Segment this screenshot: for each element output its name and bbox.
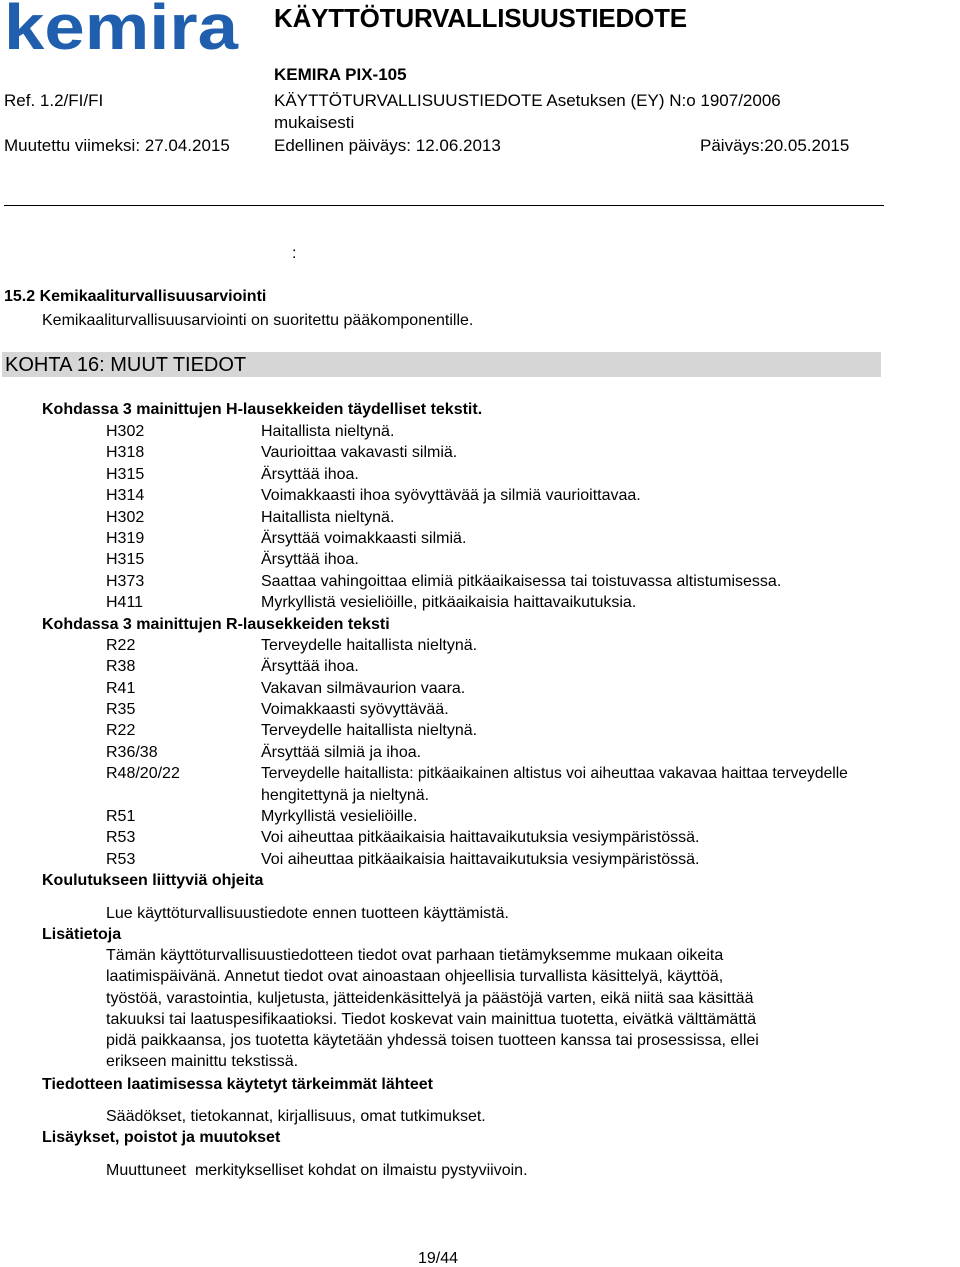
r-code: R48/20/22 bbox=[106, 765, 180, 782]
header-divider bbox=[4, 205, 884, 206]
info-line: Tämän käyttöturvallisuustiedotteen tiedot ovat parhaan tietämyksemme mukaan oikeita bbox=[106, 947, 724, 964]
logo-text: kemira bbox=[4, 2, 239, 56]
section-15-2-text: Kemikaaliturvallisuusarviointi on suoritettu pääkomponentille. bbox=[42, 312, 474, 329]
info-line: työstöä, varastointia, kuljetusta, jätteidenkäsittelyä ja päästöjä varten, eikä niitä saa käsittää bbox=[106, 989, 754, 1007]
r-statements-heading: Kohdassa 3 mainittujen R-lausekkeiden teksti bbox=[42, 616, 390, 633]
training-heading: Koulutukseen liittyviä ohjeita bbox=[42, 872, 264, 889]
regulation-line-1: KÄYTTÖTURVALLISUUSTIEDOTE Asetuksen (EY) N:o 1907/2006 bbox=[274, 91, 781, 110]
r-code: R38 bbox=[106, 658, 136, 675]
info-line: takuuksi tai laatuspesifikaatioksi. Tiedot koskevat vain mainittua tuotetta, eivätkä välttämättä bbox=[106, 1010, 757, 1028]
r-code: R53 bbox=[106, 851, 136, 868]
r-text: Ärsyttää ihoa. bbox=[261, 658, 359, 675]
r-code: R22 bbox=[106, 722, 136, 739]
r-text: Terveydelle haitallista: pitkäaikainen altistus voi aiheuttaa vakavaa haittaa terveydelle bbox=[261, 765, 848, 782]
h-text: Vaurioittaa vakavasti silmiä. bbox=[261, 444, 458, 461]
r-text: Voi aiheuttaa pitkäaikaisia haittavaikutuksia vesiympäristössä. bbox=[261, 851, 700, 868]
modified-date: Muutettu viimeksi: 27.04.2015 bbox=[4, 136, 230, 155]
issue-date: Päiväys:20.05.2015 bbox=[700, 136, 850, 155]
training-text: Lue käyttöturvallisuustiedote ennen tuotteen käyttämistä. bbox=[106, 905, 509, 922]
regulation-line-2: mukaisesti bbox=[274, 113, 355, 132]
sources-heading: Tiedotteen laatimisessa käytetyt tärkeimmät lähteet bbox=[42, 1076, 433, 1093]
previous-date: Edellinen päiväys: 12.06.2013 bbox=[274, 136, 501, 155]
h-text: Saattaa vahingoittaa elimiä pitkäaikaisessa tai toistuvassa altistumisessa. bbox=[261, 573, 782, 590]
r-code: R22 bbox=[106, 637, 136, 654]
r-code: R35 bbox=[106, 701, 136, 718]
r-text: Myrkyllistä vesieliöille. bbox=[261, 808, 418, 825]
r-text: Terveydelle haitallista nieltynä. bbox=[261, 722, 478, 739]
reference: Ref. 1.2/FI/FI bbox=[4, 91, 104, 110]
h-code: H314 bbox=[106, 487, 145, 504]
h-code: H302 bbox=[106, 509, 145, 526]
h-text: Haitallista nieltynä. bbox=[261, 509, 395, 526]
document-title: KÄYTTÖTURVALLISUUSTIEDOTE bbox=[274, 3, 687, 33]
h-code: H373 bbox=[106, 573, 145, 590]
r-code: R36/38 bbox=[106, 744, 158, 761]
r-code: R41 bbox=[106, 680, 136, 697]
h-code: H315 bbox=[106, 466, 145, 483]
r-text: Voi aiheuttaa pitkäaikaisia haittavaikutuksia vesiympäristössä. bbox=[261, 829, 700, 846]
r-code: R53 bbox=[106, 829, 136, 846]
changes-heading: Lisäykset, poistot ja muutokset bbox=[42, 1129, 281, 1146]
sources-text: Säädökset, tietokannat, kirjallisuus, omat tutkimukset. bbox=[106, 1108, 486, 1125]
r-text: Terveydelle haitallista nieltynä. bbox=[261, 637, 478, 654]
r-text: Vakavan silmävaurion vaara. bbox=[261, 680, 466, 697]
r-text: Voimakkaasti syövyttävää. bbox=[261, 701, 449, 718]
kemira-logo bbox=[4, 2, 240, 56]
r-text: Ärsyttää silmiä ja ihoa. bbox=[261, 744, 422, 761]
h-code: H319 bbox=[106, 530, 145, 547]
h-statements-heading: Kohdassa 3 mainittujen H-lausekkeiden täydelliset tekstit. bbox=[42, 401, 483, 418]
h-text: Ärsyttää ihoa. bbox=[261, 466, 359, 483]
info-line: erikseen mainittu tekstissä. bbox=[106, 1053, 299, 1071]
h-text: Ärsyttää voimakkaasti silmiä. bbox=[261, 530, 467, 547]
h-code: H302 bbox=[106, 423, 145, 440]
h-text: Voimakkaasti ihoa syövyttävää ja silmiä vaurioittavaa. bbox=[261, 487, 641, 504]
h-text: Ärsyttää ihoa. bbox=[261, 551, 359, 568]
page-number: 19/44 bbox=[418, 1250, 459, 1267]
h-text: Haitallista nieltynä. bbox=[261, 423, 395, 440]
r-text-continued: hengitettynä ja nieltynä. bbox=[261, 787, 430, 804]
info-line: laatimispäivänä. Annetut tiedot ovat ainoastaan ohjeellisia turvallista käsittelyä, käyttöä, bbox=[106, 968, 724, 986]
changes-text: Muuttuneet merkitykselliset kohdat on ilmaistu pystyviivoin. bbox=[106, 1162, 528, 1179]
product-name: KEMIRA PIX-105 bbox=[274, 65, 407, 84]
section-16-title: KOHTA 16: MUUT TIEDOT bbox=[5, 354, 247, 376]
colon-mark: : bbox=[292, 245, 297, 262]
section-15-2-heading: 15.2 Kemikaaliturvallisuusarviointi bbox=[4, 288, 267, 305]
r-code: R51 bbox=[106, 808, 136, 825]
h-code: H318 bbox=[106, 444, 145, 461]
h-code: H315 bbox=[106, 551, 145, 568]
info-heading: Lisätietoja bbox=[42, 926, 122, 943]
section-16-bar bbox=[2, 352, 881, 377]
info-paragraph bbox=[106, 945, 886, 1073]
h-text: Myrkyllistä vesieliöille, pitkäaikaisia haittavaikutuksia. bbox=[261, 594, 637, 611]
h-code: H411 bbox=[106, 594, 144, 611]
info-line: pidä paikkaansa, jos tuotetta käytetään yhdessä toisen tuotteen kanssa tai prosessissa, ellei bbox=[106, 1032, 759, 1050]
